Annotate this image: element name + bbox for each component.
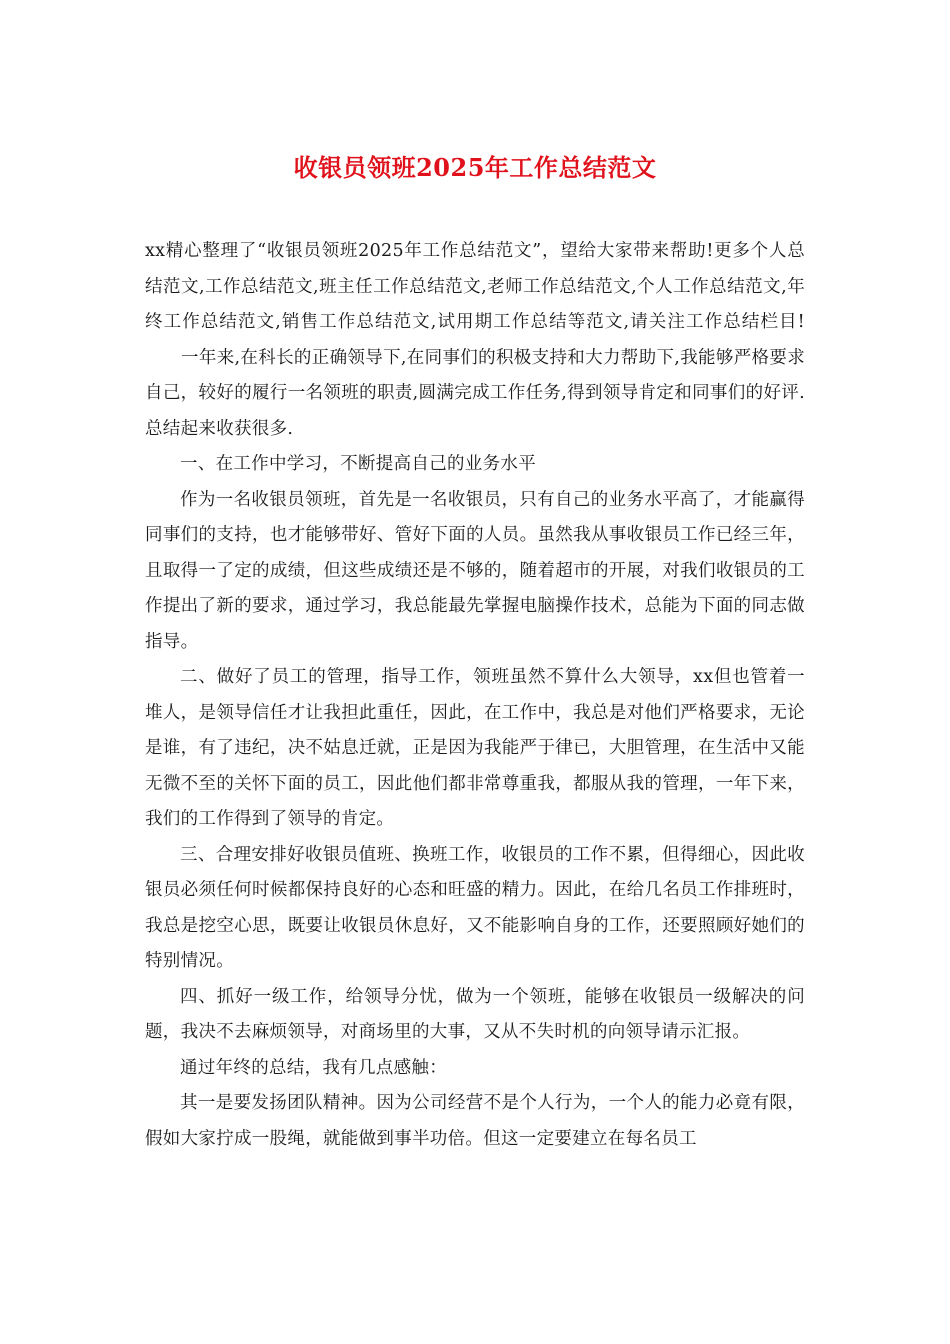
document-page — [145, 150, 805, 1157]
intro-text-part1: xx精心整理了“收银员领班2025年工作总结范文”，望给大家带来帮助!更多个人总结范文,工作总结范文,班主任工作总结范文,老师工作总结范文,个人工作总结范文,年终工作总结范文,销售工作总结范文,试用期工作总结等范文,请关注工作总结栏目! — [145, 241, 805, 332]
body-paragraph-2: 二、做好了员工的管理，指导工作，领班虽然不算什么大领导，xx但也管着一堆人，是领导信任才让我担此重任，因此，在工作中，我总是对他们严格要求，无论是谁，有了违纪，决不姑息迁就，正是因为我能严于律已，大胆管理，在生活中又能无微不至的关怀下面的员工，因此他们都非常尊重我，都服从我的管理，一年下来，我们的工作得到了领导的肯定。 — [145, 667, 805, 829]
intro-text-part2: 一年来,在科长的正确领导下,在同事们的积极支持和大力帮助下,我能够严格要求自己，较好的履行一名领班的职责,圆满完成工作任务,得到领导肯定和同事们的好评.总结起来收获很多. — [145, 347, 805, 439]
body-paragraph-3: 三、合理安排好收银员值班、换班工作，收银员的工作不累，但得细心，因此收银员必须任何时候都保持良好的心态和旺盛的精力。因此，在给几名员工作排班时，我总是挖空心思，既要让收银员休息好，又不能影响自身的工作，还要照顾好她们的特别情况。 — [145, 844, 805, 971]
body-paragraph-5: 通过年终的总结，我有几点感触： — [180, 1057, 447, 1078]
body-paragraph-6: 其一是要发扬团队精神。因为公司经营不是个人行为，一个人的能力必竟有限，假如大家拧成一股绳，就能做到事半功倍。但这一定要建立在每名员工 — [145, 1093, 805, 1149]
section-heading-1: 一、在工作中学习，不断提高自己的业务水平 — [180, 454, 536, 474]
body-paragraph-1: 作为一名收银员领班，首先是一名收银员，只有自己的业务水平高了，才能赢得同事们的支持，也才能够带好、管好下面的人员。虽然我从事收银员工作已经三年，且取得一了定的成绩，但这些成绩还是不够的，随着超市的开展，对我们收银员的工作提出了新的要求，通过学习，我总能最先掌握电脑操作技术，总能为下面的同志做指导。 — [145, 489, 805, 652]
body-paragraph-4: 四、抓好一级工作，给领导分忧，做为一个领班，能够在收银员一级解决的问题，我决不去麻烦领导，对商场里的大事，又从不失时机的向领导请示汇报。 — [145, 986, 805, 1042]
intro-paragraph — [145, 234, 805, 447]
document-title: 收银员领班2025年工作总结范文 — [293, 153, 657, 182]
